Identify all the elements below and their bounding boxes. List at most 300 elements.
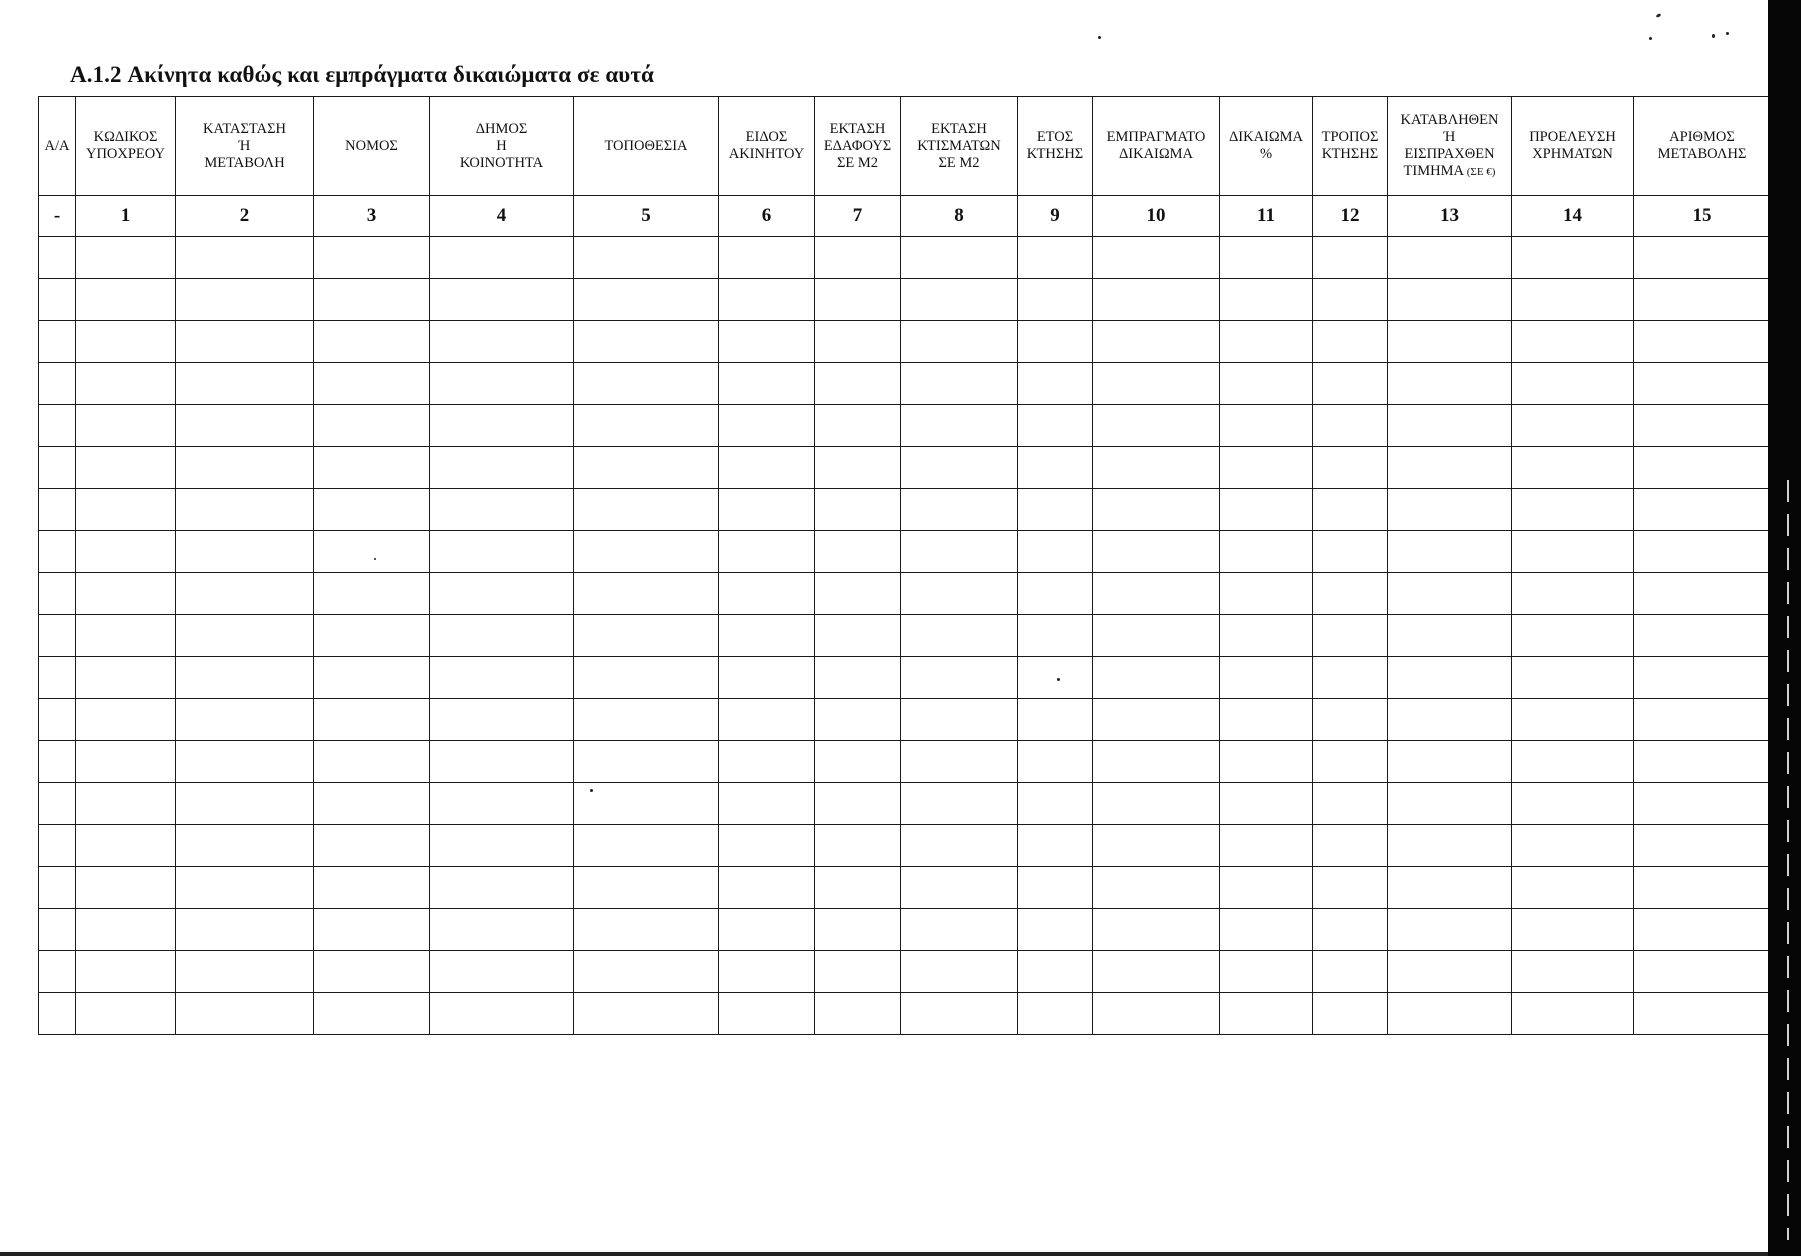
cell-katastasi-metavoli[interactable]	[176, 279, 314, 321]
cell-ektasi-ktismaton[interactable]	[901, 825, 1018, 867]
cell-dimos-koinotita[interactable]	[430, 741, 574, 783]
cell-dikaioma-pososto[interactable]	[1220, 321, 1313, 363]
cell-arithmos-metavolis[interactable]	[1634, 279, 1771, 321]
cell-eidos-akinitou[interactable]	[719, 405, 815, 447]
cell-timima[interactable]	[1388, 321, 1512, 363]
cell-empragmato-dikaioma[interactable]	[1093, 741, 1220, 783]
cell-timima[interactable]	[1388, 405, 1512, 447]
cell-topothesia[interactable]	[574, 867, 719, 909]
cell-etos-ktisis[interactable]	[1018, 867, 1093, 909]
cell-katastasi-metavoli[interactable]	[176, 909, 314, 951]
cell-arithmos-metavolis[interactable]	[1634, 363, 1771, 405]
cell-eidos-akinitou[interactable]	[719, 279, 815, 321]
cell-ektasi-edafous[interactable]	[815, 741, 901, 783]
cell-ektasi-edafous[interactable]	[815, 363, 901, 405]
cell-arithmos-metavolis[interactable]	[1634, 867, 1771, 909]
cell-eidos-akinitou[interactable]	[719, 867, 815, 909]
cell-katastasi-metavoli[interactable]	[176, 867, 314, 909]
cell-etos-ktisis[interactable]	[1018, 783, 1093, 825]
cell-aa[interactable]	[39, 321, 76, 363]
cell-etos-ktisis[interactable]	[1018, 657, 1093, 699]
cell-nomos[interactable]	[314, 867, 430, 909]
cell-etos-ktisis[interactable]	[1018, 363, 1093, 405]
cell-empragmato-dikaioma[interactable]	[1093, 993, 1220, 1035]
cell-eidos-akinitou[interactable]	[719, 657, 815, 699]
cell-aa[interactable]	[39, 867, 76, 909]
cell-dimos-koinotita[interactable]	[430, 993, 574, 1035]
cell-empragmato-dikaioma[interactable]	[1093, 615, 1220, 657]
cell-topothesia[interactable]	[574, 573, 719, 615]
cell-eidos-akinitou[interactable]	[719, 741, 815, 783]
cell-tropos-ktisis[interactable]	[1313, 699, 1388, 741]
cell-ektasi-ktismaton[interactable]	[901, 741, 1018, 783]
cell-aa[interactable]	[39, 615, 76, 657]
cell-kodikos-ypoxreou[interactable]	[76, 573, 176, 615]
cell-nomos[interactable]	[314, 909, 430, 951]
cell-eidos-akinitou[interactable]	[719, 363, 815, 405]
cell-katastasi-metavoli[interactable]	[176, 405, 314, 447]
cell-katastasi-metavoli[interactable]	[176, 237, 314, 279]
cell-etos-ktisis[interactable]	[1018, 615, 1093, 657]
cell-ektasi-edafous[interactable]	[815, 531, 901, 573]
cell-eidos-akinitou[interactable]	[719, 699, 815, 741]
cell-timima[interactable]	[1388, 447, 1512, 489]
cell-tropos-ktisis[interactable]	[1313, 447, 1388, 489]
cell-etos-ktisis[interactable]	[1018, 951, 1093, 993]
cell-topothesia[interactable]	[574, 657, 719, 699]
cell-dimos-koinotita[interactable]	[430, 363, 574, 405]
cell-empragmato-dikaioma[interactable]	[1093, 951, 1220, 993]
cell-eidos-akinitou[interactable]	[719, 447, 815, 489]
cell-dikaioma-pososto[interactable]	[1220, 489, 1313, 531]
cell-aa[interactable]	[39, 279, 76, 321]
cell-topothesia[interactable]	[574, 993, 719, 1035]
cell-arithmos-metavolis[interactable]	[1634, 993, 1771, 1035]
cell-empragmato-dikaioma[interactable]	[1093, 657, 1220, 699]
cell-eidos-akinitou[interactable]	[719, 573, 815, 615]
cell-topothesia[interactable]	[574, 741, 719, 783]
cell-ektasi-ktismaton[interactable]	[901, 867, 1018, 909]
cell-eidos-akinitou[interactable]	[719, 237, 815, 279]
cell-katastasi-metavoli[interactable]	[176, 951, 314, 993]
cell-ektasi-ktismaton[interactable]	[901, 993, 1018, 1035]
cell-dikaioma-pososto[interactable]	[1220, 867, 1313, 909]
cell-timima[interactable]	[1388, 237, 1512, 279]
cell-arithmos-metavolis[interactable]	[1634, 405, 1771, 447]
cell-eidos-akinitou[interactable]	[719, 321, 815, 363]
cell-kodikos-ypoxreou[interactable]	[76, 699, 176, 741]
cell-eidos-akinitou[interactable]	[719, 531, 815, 573]
cell-etos-ktisis[interactable]	[1018, 405, 1093, 447]
cell-proeleusi-xrimaton[interactable]	[1512, 657, 1634, 699]
cell-ektasi-edafous[interactable]	[815, 867, 901, 909]
cell-etos-ktisis[interactable]	[1018, 825, 1093, 867]
cell-tropos-ktisis[interactable]	[1313, 615, 1388, 657]
cell-dimos-koinotita[interactable]	[430, 783, 574, 825]
cell-topothesia[interactable]	[574, 405, 719, 447]
cell-nomos[interactable]	[314, 699, 430, 741]
cell-empragmato-dikaioma[interactable]	[1093, 363, 1220, 405]
cell-ektasi-ktismaton[interactable]	[901, 573, 1018, 615]
cell-proeleusi-xrimaton[interactable]	[1512, 993, 1634, 1035]
cell-ektasi-edafous[interactable]	[815, 237, 901, 279]
cell-aa[interactable]	[39, 573, 76, 615]
cell-timima[interactable]	[1388, 279, 1512, 321]
cell-topothesia[interactable]	[574, 699, 719, 741]
cell-kodikos-ypoxreou[interactable]	[76, 825, 176, 867]
cell-katastasi-metavoli[interactable]	[176, 741, 314, 783]
cell-dimos-koinotita[interactable]	[430, 825, 574, 867]
cell-aa[interactable]	[39, 951, 76, 993]
cell-topothesia[interactable]	[574, 909, 719, 951]
cell-timima[interactable]	[1388, 783, 1512, 825]
cell-timima[interactable]	[1388, 573, 1512, 615]
cell-proeleusi-xrimaton[interactable]	[1512, 909, 1634, 951]
cell-tropos-ktisis[interactable]	[1313, 909, 1388, 951]
cell-nomos[interactable]	[314, 615, 430, 657]
cell-dimos-koinotita[interactable]	[430, 909, 574, 951]
cell-ektasi-edafous[interactable]	[815, 909, 901, 951]
cell-timima[interactable]	[1388, 657, 1512, 699]
cell-dikaioma-pososto[interactable]	[1220, 237, 1313, 279]
cell-arithmos-metavolis[interactable]	[1634, 615, 1771, 657]
cell-dikaioma-pososto[interactable]	[1220, 447, 1313, 489]
cell-ektasi-edafous[interactable]	[815, 489, 901, 531]
cell-ektasi-edafous[interactable]	[815, 825, 901, 867]
cell-topothesia[interactable]	[574, 321, 719, 363]
cell-katastasi-metavoli[interactable]	[176, 699, 314, 741]
cell-tropos-ktisis[interactable]	[1313, 321, 1388, 363]
cell-timima[interactable]	[1388, 951, 1512, 993]
cell-nomos[interactable]	[314, 657, 430, 699]
cell-ektasi-ktismaton[interactable]	[901, 909, 1018, 951]
cell-ektasi-ktismaton[interactable]	[901, 531, 1018, 573]
cell-arithmos-metavolis[interactable]	[1634, 825, 1771, 867]
cell-topothesia[interactable]	[574, 531, 719, 573]
cell-empragmato-dikaioma[interactable]	[1093, 321, 1220, 363]
cell-ektasi-ktismaton[interactable]	[901, 237, 1018, 279]
cell-dikaioma-pososto[interactable]	[1220, 279, 1313, 321]
cell-etos-ktisis[interactable]	[1018, 279, 1093, 321]
cell-aa[interactable]	[39, 825, 76, 867]
cell-ektasi-edafous[interactable]	[815, 951, 901, 993]
cell-timima[interactable]	[1388, 909, 1512, 951]
cell-eidos-akinitou[interactable]	[719, 489, 815, 531]
cell-dikaioma-pososto[interactable]	[1220, 909, 1313, 951]
cell-nomos[interactable]	[314, 321, 430, 363]
cell-kodikos-ypoxreou[interactable]	[76, 405, 176, 447]
cell-proeleusi-xrimaton[interactable]	[1512, 237, 1634, 279]
cell-tropos-ktisis[interactable]	[1313, 783, 1388, 825]
cell-arithmos-metavolis[interactable]	[1634, 531, 1771, 573]
cell-arithmos-metavolis[interactable]	[1634, 321, 1771, 363]
cell-timima[interactable]	[1388, 867, 1512, 909]
cell-proeleusi-xrimaton[interactable]	[1512, 951, 1634, 993]
cell-proeleusi-xrimaton[interactable]	[1512, 489, 1634, 531]
cell-dikaioma-pososto[interactable]	[1220, 573, 1313, 615]
cell-tropos-ktisis[interactable]	[1313, 489, 1388, 531]
cell-nomos[interactable]	[314, 489, 430, 531]
cell-aa[interactable]	[39, 489, 76, 531]
cell-katastasi-metavoli[interactable]	[176, 657, 314, 699]
cell-etos-ktisis[interactable]	[1018, 489, 1093, 531]
cell-arithmos-metavolis[interactable]	[1634, 657, 1771, 699]
cell-kodikos-ypoxreou[interactable]	[76, 657, 176, 699]
cell-nomos[interactable]	[314, 993, 430, 1035]
cell-aa[interactable]	[39, 405, 76, 447]
cell-eidos-akinitou[interactable]	[719, 951, 815, 993]
cell-kodikos-ypoxreou[interactable]	[76, 321, 176, 363]
cell-proeleusi-xrimaton[interactable]	[1512, 405, 1634, 447]
cell-arithmos-metavolis[interactable]	[1634, 909, 1771, 951]
cell-arithmos-metavolis[interactable]	[1634, 783, 1771, 825]
cell-ektasi-edafous[interactable]	[815, 447, 901, 489]
cell-nomos[interactable]	[314, 573, 430, 615]
cell-nomos[interactable]	[314, 825, 430, 867]
cell-dikaioma-pososto[interactable]	[1220, 993, 1313, 1035]
cell-ektasi-ktismaton[interactable]	[901, 489, 1018, 531]
cell-dimos-koinotita[interactable]	[430, 237, 574, 279]
cell-proeleusi-xrimaton[interactable]	[1512, 741, 1634, 783]
cell-ektasi-ktismaton[interactable]	[901, 657, 1018, 699]
cell-ektasi-edafous[interactable]	[815, 783, 901, 825]
cell-dikaioma-pososto[interactable]	[1220, 951, 1313, 993]
cell-aa[interactable]	[39, 237, 76, 279]
cell-ektasi-edafous[interactable]	[815, 321, 901, 363]
cell-proeleusi-xrimaton[interactable]	[1512, 783, 1634, 825]
cell-topothesia[interactable]	[574, 447, 719, 489]
cell-dikaioma-pososto[interactable]	[1220, 531, 1313, 573]
cell-etos-ktisis[interactable]	[1018, 993, 1093, 1035]
cell-ektasi-ktismaton[interactable]	[901, 321, 1018, 363]
cell-ektasi-edafous[interactable]	[815, 993, 901, 1035]
cell-timima[interactable]	[1388, 993, 1512, 1035]
cell-proeleusi-xrimaton[interactable]	[1512, 363, 1634, 405]
cell-nomos[interactable]	[314, 741, 430, 783]
cell-nomos[interactable]	[314, 783, 430, 825]
cell-proeleusi-xrimaton[interactable]	[1512, 573, 1634, 615]
cell-dikaioma-pososto[interactable]	[1220, 657, 1313, 699]
cell-ektasi-ktismaton[interactable]	[901, 615, 1018, 657]
cell-dikaioma-pososto[interactable]	[1220, 825, 1313, 867]
cell-tropos-ktisis[interactable]	[1313, 993, 1388, 1035]
cell-topothesia[interactable]	[574, 237, 719, 279]
cell-proeleusi-xrimaton[interactable]	[1512, 447, 1634, 489]
cell-dimos-koinotita[interactable]	[430, 321, 574, 363]
cell-timima[interactable]	[1388, 741, 1512, 783]
cell-topothesia[interactable]	[574, 489, 719, 531]
cell-proeleusi-xrimaton[interactable]	[1512, 615, 1634, 657]
cell-nomos[interactable]	[314, 363, 430, 405]
cell-dikaioma-pososto[interactable]	[1220, 783, 1313, 825]
cell-katastasi-metavoli[interactable]	[176, 615, 314, 657]
cell-proeleusi-xrimaton[interactable]	[1512, 825, 1634, 867]
cell-nomos[interactable]	[314, 279, 430, 321]
cell-aa[interactable]	[39, 909, 76, 951]
cell-tropos-ktisis[interactable]	[1313, 279, 1388, 321]
cell-tropos-ktisis[interactable]	[1313, 363, 1388, 405]
cell-timima[interactable]	[1388, 699, 1512, 741]
cell-etos-ktisis[interactable]	[1018, 741, 1093, 783]
cell-aa[interactable]	[39, 783, 76, 825]
cell-ektasi-edafous[interactable]	[815, 279, 901, 321]
cell-empragmato-dikaioma[interactable]	[1093, 405, 1220, 447]
cell-kodikos-ypoxreou[interactable]	[76, 363, 176, 405]
cell-arithmos-metavolis[interactable]	[1634, 699, 1771, 741]
cell-empragmato-dikaioma[interactable]	[1093, 867, 1220, 909]
cell-empragmato-dikaioma[interactable]	[1093, 279, 1220, 321]
cell-ektasi-edafous[interactable]	[815, 615, 901, 657]
cell-ektasi-ktismaton[interactable]	[901, 447, 1018, 489]
cell-timima[interactable]	[1388, 531, 1512, 573]
cell-nomos[interactable]	[314, 951, 430, 993]
cell-timima[interactable]	[1388, 489, 1512, 531]
cell-dikaioma-pososto[interactable]	[1220, 699, 1313, 741]
cell-arithmos-metavolis[interactable]	[1634, 951, 1771, 993]
cell-arithmos-metavolis[interactable]	[1634, 573, 1771, 615]
cell-topothesia[interactable]	[574, 951, 719, 993]
cell-kodikos-ypoxreou[interactable]	[76, 909, 176, 951]
cell-proeleusi-xrimaton[interactable]	[1512, 531, 1634, 573]
cell-arithmos-metavolis[interactable]	[1634, 741, 1771, 783]
cell-empragmato-dikaioma[interactable]	[1093, 489, 1220, 531]
cell-topothesia[interactable]	[574, 825, 719, 867]
cell-ektasi-edafous[interactable]	[815, 405, 901, 447]
cell-topothesia[interactable]	[574, 615, 719, 657]
cell-etos-ktisis[interactable]	[1018, 321, 1093, 363]
cell-tropos-ktisis[interactable]	[1313, 825, 1388, 867]
cell-tropos-ktisis[interactable]	[1313, 531, 1388, 573]
cell-ektasi-ktismaton[interactable]	[901, 951, 1018, 993]
cell-dimos-koinotita[interactable]	[430, 657, 574, 699]
cell-tropos-ktisis[interactable]	[1313, 237, 1388, 279]
cell-empragmato-dikaioma[interactable]	[1093, 531, 1220, 573]
cell-kodikos-ypoxreou[interactable]	[76, 279, 176, 321]
cell-eidos-akinitou[interactable]	[719, 825, 815, 867]
cell-nomos[interactable]	[314, 405, 430, 447]
cell-katastasi-metavoli[interactable]	[176, 321, 314, 363]
cell-kodikos-ypoxreou[interactable]	[76, 741, 176, 783]
cell-dimos-koinotita[interactable]	[430, 951, 574, 993]
cell-empragmato-dikaioma[interactable]	[1093, 447, 1220, 489]
cell-ektasi-ktismaton[interactable]	[901, 699, 1018, 741]
cell-tropos-ktisis[interactable]	[1313, 657, 1388, 699]
cell-empragmato-dikaioma[interactable]	[1093, 699, 1220, 741]
cell-aa[interactable]	[39, 531, 76, 573]
cell-etos-ktisis[interactable]	[1018, 699, 1093, 741]
cell-topothesia[interactable]	[574, 783, 719, 825]
cell-empragmato-dikaioma[interactable]	[1093, 825, 1220, 867]
cell-katastasi-metavoli[interactable]	[176, 993, 314, 1035]
cell-dimos-koinotita[interactable]	[430, 531, 574, 573]
cell-dimos-koinotita[interactable]	[430, 867, 574, 909]
cell-katastasi-metavoli[interactable]	[176, 363, 314, 405]
cell-katastasi-metavoli[interactable]	[176, 489, 314, 531]
cell-katastasi-metavoli[interactable]	[176, 783, 314, 825]
cell-etos-ktisis[interactable]	[1018, 447, 1093, 489]
cell-timima[interactable]	[1388, 825, 1512, 867]
cell-etos-ktisis[interactable]	[1018, 573, 1093, 615]
cell-ektasi-edafous[interactable]	[815, 657, 901, 699]
cell-arithmos-metavolis[interactable]	[1634, 447, 1771, 489]
cell-topothesia[interactable]	[574, 363, 719, 405]
cell-dimos-koinotita[interactable]	[430, 573, 574, 615]
cell-ektasi-ktismaton[interactable]	[901, 783, 1018, 825]
cell-dikaioma-pososto[interactable]	[1220, 615, 1313, 657]
cell-ektasi-ktismaton[interactable]	[901, 279, 1018, 321]
cell-kodikos-ypoxreou[interactable]	[76, 951, 176, 993]
cell-dikaioma-pososto[interactable]	[1220, 741, 1313, 783]
cell-ektasi-ktismaton[interactable]	[901, 405, 1018, 447]
cell-empragmato-dikaioma[interactable]	[1093, 237, 1220, 279]
cell-ektasi-ktismaton[interactable]	[901, 363, 1018, 405]
cell-empragmato-dikaioma[interactable]	[1093, 909, 1220, 951]
cell-arithmos-metavolis[interactable]	[1634, 237, 1771, 279]
cell-topothesia[interactable]	[574, 279, 719, 321]
cell-proeleusi-xrimaton[interactable]	[1512, 321, 1634, 363]
cell-aa[interactable]	[39, 741, 76, 783]
cell-kodikos-ypoxreou[interactable]	[76, 531, 176, 573]
cell-proeleusi-xrimaton[interactable]	[1512, 699, 1634, 741]
cell-aa[interactable]	[39, 699, 76, 741]
cell-proeleusi-xrimaton[interactable]	[1512, 279, 1634, 321]
cell-nomos[interactable]	[314, 447, 430, 489]
cell-dimos-koinotita[interactable]	[430, 447, 574, 489]
cell-eidos-akinitou[interactable]	[719, 783, 815, 825]
cell-dimos-koinotita[interactable]	[430, 699, 574, 741]
cell-dimos-koinotita[interactable]	[430, 279, 574, 321]
cell-katastasi-metavoli[interactable]	[176, 573, 314, 615]
cell-aa[interactable]	[39, 447, 76, 489]
cell-dikaioma-pososto[interactable]	[1220, 363, 1313, 405]
cell-nomos[interactable]	[314, 237, 430, 279]
cell-eidos-akinitou[interactable]	[719, 993, 815, 1035]
cell-arithmos-metavolis[interactable]	[1634, 489, 1771, 531]
cell-tropos-ktisis[interactable]	[1313, 573, 1388, 615]
cell-katastasi-metavoli[interactable]	[176, 447, 314, 489]
cell-dimos-koinotita[interactable]	[430, 489, 574, 531]
cell-kodikos-ypoxreou[interactable]	[76, 447, 176, 489]
cell-tropos-ktisis[interactable]	[1313, 867, 1388, 909]
cell-empragmato-dikaioma[interactable]	[1093, 573, 1220, 615]
cell-aa[interactable]	[39, 657, 76, 699]
cell-eidos-akinitou[interactable]	[719, 615, 815, 657]
cell-kodikos-ypoxreou[interactable]	[76, 237, 176, 279]
cell-dimos-koinotita[interactable]	[430, 615, 574, 657]
cell-etos-ktisis[interactable]	[1018, 909, 1093, 951]
cell-dikaioma-pososto[interactable]	[1220, 405, 1313, 447]
cell-tropos-ktisis[interactable]	[1313, 951, 1388, 993]
cell-katastasi-metavoli[interactable]	[176, 825, 314, 867]
cell-ektasi-edafous[interactable]	[815, 699, 901, 741]
cell-nomos[interactable]	[314, 531, 430, 573]
cell-aa[interactable]	[39, 363, 76, 405]
cell-kodikos-ypoxreou[interactable]	[76, 867, 176, 909]
cell-tropos-ktisis[interactable]	[1313, 405, 1388, 447]
cell-katastasi-metavoli[interactable]	[176, 531, 314, 573]
cell-tropos-ktisis[interactable]	[1313, 741, 1388, 783]
cell-etos-ktisis[interactable]	[1018, 237, 1093, 279]
cell-aa[interactable]	[39, 993, 76, 1035]
cell-proeleusi-xrimaton[interactable]	[1512, 867, 1634, 909]
cell-kodikos-ypoxreou[interactable]	[76, 783, 176, 825]
cell-eidos-akinitou[interactable]	[719, 909, 815, 951]
cell-timima[interactable]	[1388, 363, 1512, 405]
cell-timima[interactable]	[1388, 615, 1512, 657]
cell-kodikos-ypoxreou[interactable]	[76, 615, 176, 657]
cell-dimos-koinotita[interactable]	[430, 405, 574, 447]
cell-kodikos-ypoxreou[interactable]	[76, 489, 176, 531]
